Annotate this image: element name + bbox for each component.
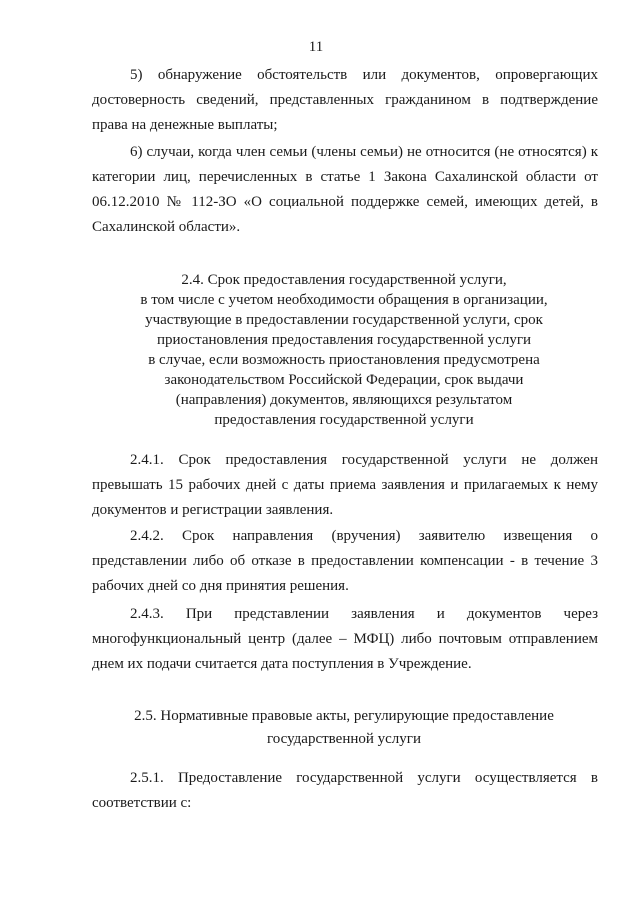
heading-line: 2.4. Срок предоставления государственной услуги,: [181, 272, 507, 288]
heading-line: в том числе с учетом необходимости обращения в организации,: [140, 292, 548, 308]
section-2-4-heading: [90, 270, 598, 430]
heading-line: участвующие в предоставлении государственной услуги, срок: [145, 312, 543, 328]
heading-line: государственной услуги: [267, 731, 421, 747]
page-number: 11: [308, 39, 324, 55]
section-2-5-heading: [90, 705, 598, 751]
heading-line: 2.5. Нормативные правовые акты, регулирующие предоставление: [134, 708, 554, 724]
paragraph-2-4-2: 2.4.2. Срок направления (вручения) заявителю извещения о представлении либо об отказе в предоставлении компенсации - в течение 3 рабочих дней со дня принятия решения.: [92, 528, 598, 594]
paragraph-2-4-1: 2.4.1. Срок предоставления государственной услуги не должен превышать 15 рабочих дней с даты приема заявления и прилагаемых к нему документов и регистрации заявления.: [92, 452, 598, 518]
list-item-5: 5) обнаружение обстоятельств или документов, опровергающих достоверность сведений, представленных гражданином в подтверждение права на денежные выплаты;: [92, 67, 598, 133]
paragraph-2-5-1: 2.5.1. Предоставление государственной услуги осуществляется в соответствии с:: [92, 770, 598, 811]
heading-line: (направления) документов, являющихся результатом: [175, 392, 513, 408]
paragraph-2-4-3: 2.4.3. При представлении заявления и документов через многофункциональный центр (далее – МФЦ) либо почтовым отправлением днем их подачи считается дата поступления в Учреждение.: [92, 606, 598, 672]
heading-line: предоставления государственной услуги: [214, 412, 474, 428]
list-item-6: 6) случаи, когда член семьи (члены семьи) не относится (не относятся) к категории лиц, перечисленных в статье 1 Закона Сахалинской области от 06.12.2010 № 112-ЗО «О социальной поддержке семей, имеющих детей, в Сахалинской области».: [92, 144, 598, 235]
heading-line: законодательством Российской Федерации, срок выдачи: [164, 372, 524, 388]
heading-line: в случае, если возможность приостановления предусмотрена: [148, 352, 540, 368]
heading-line: приостановления предоставления государственной услуги: [157, 332, 531, 348]
